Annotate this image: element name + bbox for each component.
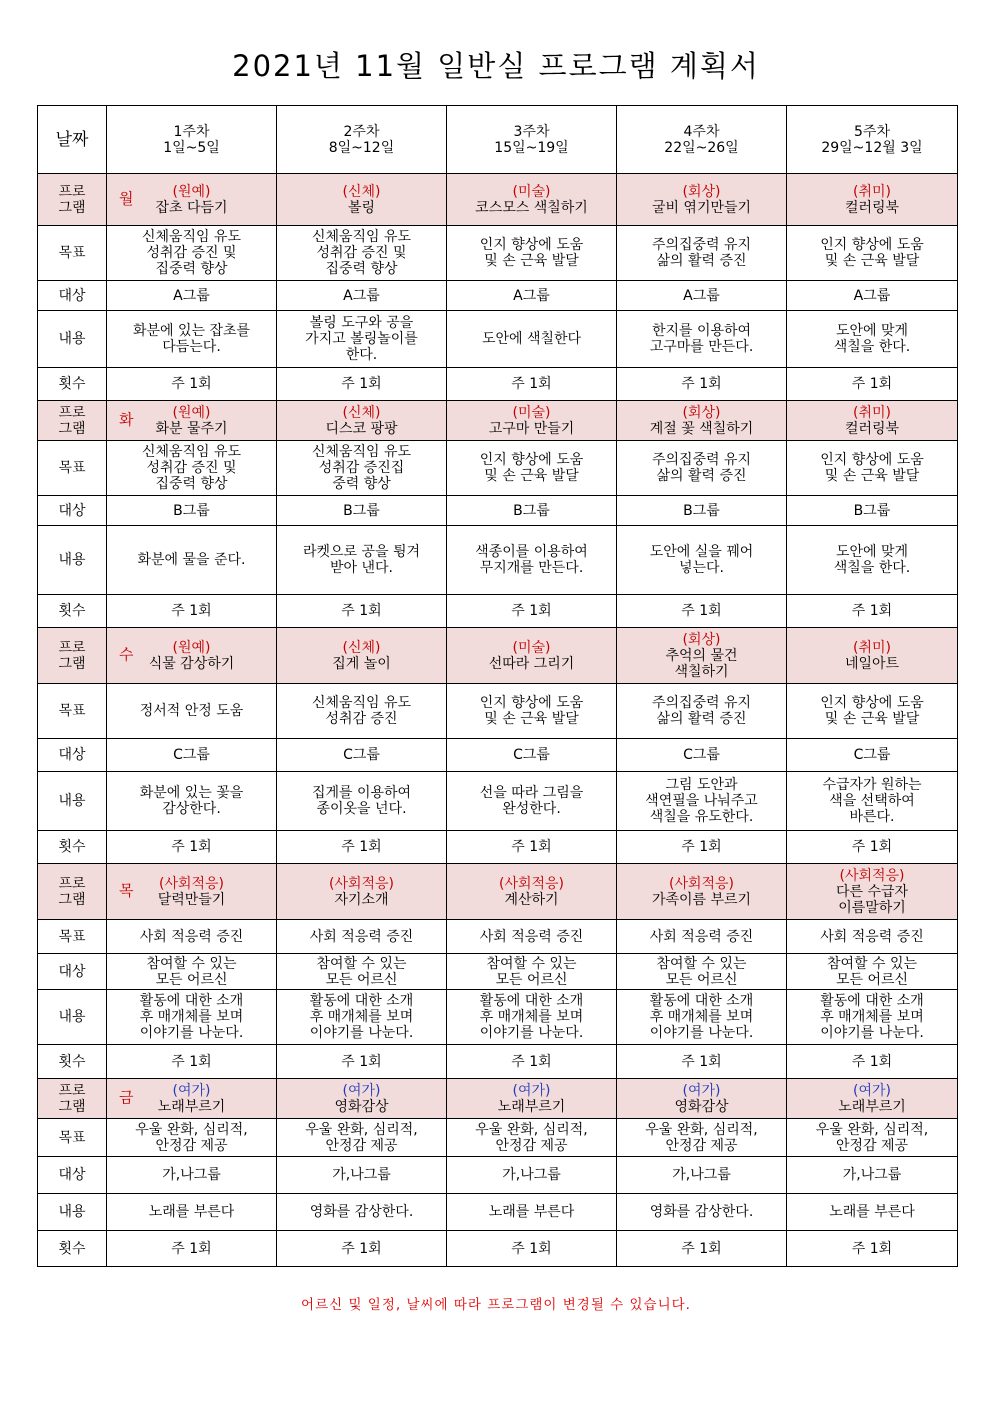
weekday-label: 화: [119, 410, 134, 429]
target-cell: B그룹: [447, 496, 617, 526]
week-header-cell: [447, 106, 617, 174]
goal-cell: 우울 완화, 심리적, 안정감 제공: [447, 1119, 617, 1157]
content-cell: 도안에 색칠한다: [447, 311, 617, 368]
content-cell: 활동에 대한 소개 후 매개체를 보며 이야기를 나눈다.: [107, 990, 277, 1045]
program-category: (사회적응): [498, 875, 565, 892]
program-plan-table: [37, 105, 958, 1267]
target-cell: A그룹: [787, 281, 958, 311]
count-cell: 주 1회: [617, 368, 787, 401]
program-name: 자기소개: [334, 891, 389, 908]
program-category: (원예): [172, 404, 211, 421]
program-category: (미술): [512, 639, 551, 656]
goal-label-cell: 목표: [38, 684, 107, 739]
program-category: (취미): [853, 183, 891, 200]
program-category: (여가): [342, 1082, 381, 1099]
target-label-cell: 대상: [38, 1157, 107, 1194]
target-label-cell: 대상: [38, 496, 107, 526]
target-cell: 가,나그룹: [787, 1157, 958, 1194]
content-cell: 볼링 도구와 공을 가지고 볼링놀이를 한다.: [277, 311, 447, 368]
target-row: [38, 281, 958, 311]
week-date-range: 22일~26일: [664, 139, 739, 156]
count-cell: 주 1회: [277, 368, 447, 401]
goal-cell: 인지 향상에 도움 및 손 근육 발달: [787, 226, 958, 281]
count-cell: 주 1회: [617, 595, 787, 628]
program-name: 노래부르기: [157, 1098, 226, 1115]
goal-cell: 우울 완화, 심리적, 안정감 제공: [617, 1119, 787, 1157]
program-name: 화분 물주기: [155, 420, 228, 437]
program-name: 디스코 팡팡: [325, 420, 398, 437]
program-category: (신체): [342, 404, 381, 421]
content-cell: 노래를 부른다: [787, 1194, 958, 1231]
program-cell: [277, 864, 447, 920]
program-cell: [277, 174, 447, 226]
count-cell: 주 1회: [107, 368, 277, 401]
content-label-cell: 내용: [38, 311, 107, 368]
program-row: [38, 1079, 958, 1119]
content-cell: 노래를 부른다: [447, 1194, 617, 1231]
target-cell: 가,나그룹: [447, 1157, 617, 1194]
target-cell: 참여할 수 있는 모든 어르신: [617, 954, 787, 990]
target-cell: B그룹: [107, 496, 277, 526]
count-cell: 주 1회: [787, 831, 958, 864]
program-cell: [787, 401, 958, 441]
goal-cell: 사회 적응력 증진: [617, 920, 787, 954]
goal-cell: 우울 완화, 심리적, 안정감 제공: [787, 1119, 958, 1157]
program-name: 노래부르기: [497, 1098, 566, 1115]
weekday-label: 금: [119, 1088, 134, 1107]
program-category: (사회적응): [328, 875, 395, 892]
count-cell: 주 1회: [447, 1045, 617, 1079]
target-cell: A그룹: [107, 281, 277, 311]
content-row: [38, 311, 958, 368]
goal-cell: 우울 완화, 심리적, 안정감 제공: [277, 1119, 447, 1157]
week-date-range: 15일~19일: [494, 139, 569, 156]
count-cell: 주 1회: [787, 368, 958, 401]
program-cell: [447, 174, 617, 226]
program-name: 식물 감상하기: [148, 655, 235, 672]
program-name: 코스모스 색칠하기: [475, 199, 588, 216]
goal-cell: 사회 적응력 증진: [447, 920, 617, 954]
week-label: 1주차: [173, 123, 210, 140]
content-cell: 그림 도안과 색연필을 나눠주고 색칠을 유도한다.: [617, 772, 787, 831]
weekday-label: 월: [119, 189, 134, 208]
count-row: [38, 1231, 958, 1267]
program-cell: [617, 1079, 787, 1119]
week-date-range: 1일~5일: [163, 139, 220, 156]
program-label-cell: 프로 그램: [38, 864, 107, 920]
count-cell: 주 1회: [617, 1231, 787, 1267]
count-cell: 주 1회: [107, 831, 277, 864]
week-label: 2주차: [343, 123, 380, 140]
content-cell: 영화를 감상한다.: [617, 1194, 787, 1231]
program-category: (사회적응): [668, 875, 735, 892]
goal-cell: 주의집중력 유지 삶의 활력 증진: [617, 684, 787, 739]
program-category: (신체): [342, 639, 381, 656]
schedule-change-notice: 어르신 및 일정, 날씨에 따라 프로그램이 변경될 수 있습니다.: [301, 1297, 691, 1313]
goal-row: [38, 920, 958, 954]
target-cell: 가,나그룹: [277, 1157, 447, 1194]
content-label-cell: 내용: [38, 526, 107, 595]
program-name: 다른 수급자 이름말하기: [835, 883, 909, 916]
count-cell: 주 1회: [787, 1045, 958, 1079]
target-cell: A그룹: [277, 281, 447, 311]
program-cell: [617, 628, 787, 684]
target-cell: A그룹: [447, 281, 617, 311]
target-cell: 참여할 수 있는 모든 어르신: [447, 954, 617, 990]
target-cell: C그룹: [447, 739, 617, 772]
program-category: (여가): [172, 1082, 211, 1099]
weekday-label: 수: [119, 645, 134, 664]
content-cell: 영화를 감상한다.: [277, 1194, 447, 1231]
target-label-cell: 대상: [38, 281, 107, 311]
program-cell: [447, 401, 617, 441]
week-date-range: 8일~12일: [328, 139, 395, 156]
program-category: (여가): [682, 1082, 721, 1099]
content-cell: 수급자가 원하는 색을 선택하여 바른다.: [787, 772, 958, 831]
program-cell: [787, 174, 958, 226]
program-category: (원예): [172, 639, 211, 656]
count-label-cell: 횟수: [38, 1045, 107, 1079]
week-header-cell: [787, 106, 958, 174]
count-cell: 주 1회: [447, 831, 617, 864]
goal-cell: 신체움직임 유도 성취감 증진 및 집중력 향상: [277, 226, 447, 281]
program-category: (여가): [512, 1082, 551, 1099]
content-cell: 라켓으로 공을 튕겨 받아 낸다.: [277, 526, 447, 595]
week-header-cell: [107, 106, 277, 174]
program-label-cell: 프로 그램: [38, 628, 107, 684]
goal-cell: 사회 적응력 증진: [787, 920, 958, 954]
program-cell: [277, 401, 447, 441]
program-cell: [787, 1079, 958, 1119]
program-cell: [617, 864, 787, 920]
week-header-cell: [277, 106, 447, 174]
target-cell: C그룹: [107, 739, 277, 772]
program-cell: [107, 174, 277, 226]
header-row: [38, 106, 958, 174]
program-category: (회상): [682, 631, 721, 648]
count-cell: 주 1회: [787, 1231, 958, 1267]
goal-cell: 신체움직임 유도 성취감 증진집 중력 향상: [277, 441, 447, 496]
program-category: (신체): [342, 183, 381, 200]
content-label-cell: 내용: [38, 990, 107, 1045]
count-cell: 주 1회: [617, 831, 787, 864]
program-cell: [447, 1079, 617, 1119]
goal-cell: 주의집중력 유지 삶의 활력 증진: [617, 441, 787, 496]
count-cell: 주 1회: [277, 1045, 447, 1079]
goal-cell: 인지 향상에 도움 및 손 근육 발달: [447, 684, 617, 739]
content-row: [38, 772, 958, 831]
program-name: 집게 놀이: [332, 655, 391, 672]
program-category: (취미): [853, 639, 891, 656]
content-cell: 노래를 부른다: [107, 1194, 277, 1231]
program-name: 추억의 물건 색칠하기: [665, 647, 738, 680]
content-cell: 활동에 대한 소개 후 매개체를 보며 이야기를 나눈다.: [277, 990, 447, 1045]
goal-cell: 사회 적응력 증진: [277, 920, 447, 954]
count-cell: 주 1회: [107, 1045, 277, 1079]
program-cell: [277, 628, 447, 684]
goal-cell: 인지 향상에 도움 및 손 근육 발달: [787, 684, 958, 739]
weekday-label: 목: [119, 881, 134, 900]
program-name: 노래부르기: [838, 1098, 906, 1115]
count-row: [38, 1045, 958, 1079]
goal-label-cell: 목표: [38, 920, 107, 954]
program-cell: [617, 174, 787, 226]
page-title: 2021년 11월 일반실 프로그램 계획서: [232, 49, 760, 83]
program-cell: [447, 628, 617, 684]
content-cell: 화분에 물을 준다.: [107, 526, 277, 595]
count-row: [38, 831, 958, 864]
week-label: 5주차: [854, 123, 890, 140]
goal-label-cell: 목표: [38, 1119, 107, 1157]
count-cell: 주 1회: [277, 595, 447, 628]
week-label: 3주차: [513, 123, 550, 140]
program-row: [38, 628, 958, 684]
program-cell: [787, 628, 958, 684]
program-cell: [107, 401, 277, 441]
goal-cell: 인지 향상에 도움 및 손 근육 발달: [447, 441, 617, 496]
target-cell: 가,나그룹: [617, 1157, 787, 1194]
target-row: [38, 1157, 958, 1194]
program-row: [38, 401, 958, 441]
program-label-cell: 프로 그램: [38, 174, 107, 226]
program-category: (미술): [512, 404, 551, 421]
target-row: [38, 739, 958, 772]
content-cell: 도안에 맞게 색칠을 한다.: [787, 311, 958, 368]
content-row: [38, 990, 958, 1045]
program-label-cell: 프로 그램: [38, 1079, 107, 1119]
target-cell: C그룹: [787, 739, 958, 772]
count-label-cell: 횟수: [38, 831, 107, 864]
content-row: [38, 1194, 958, 1231]
content-cell: 도안에 맞게 색칠을 한다.: [787, 526, 958, 595]
program-name: 달력만들기: [157, 891, 226, 908]
goal-cell: 인지 향상에 도움 및 손 근육 발달: [447, 226, 617, 281]
content-label-cell: 내용: [38, 772, 107, 831]
goal-cell: 우울 완화, 심리적, 안정감 제공: [107, 1119, 277, 1157]
goal-cell: 신체움직임 유도 성취감 증진 및 집중력 향상: [107, 226, 277, 281]
goal-cell: 신체움직임 유도 성취감 증진: [277, 684, 447, 739]
target-cell: B그룹: [277, 496, 447, 526]
content-cell: 활동에 대한 소개 후 매개체를 보며 이야기를 나눈다.: [617, 990, 787, 1045]
program-cell: [107, 864, 277, 920]
content-cell: 화분에 있는 꽃을 감상한다.: [107, 772, 277, 831]
count-cell: 주 1회: [447, 1231, 617, 1267]
program-name: 컬러링북: [844, 420, 900, 437]
goal-cell: 인지 향상에 도움 및 손 근육 발달: [787, 441, 958, 496]
program-row: [38, 174, 958, 226]
program-category: (여가): [853, 1082, 891, 1099]
count-cell: 주 1회: [447, 368, 617, 401]
program-name: 컬러링북: [844, 199, 900, 216]
week-date-range: 29일~12월 3일: [821, 139, 923, 156]
content-cell: 색종이를 이용하여 무지개를 만든다.: [447, 526, 617, 595]
count-cell: 주 1회: [617, 1045, 787, 1079]
target-cell: 참여할 수 있는 모든 어르신: [107, 954, 277, 990]
program-category: (미술): [512, 183, 551, 200]
goal-row: [38, 684, 958, 739]
program-name: 네일아트: [844, 655, 900, 672]
count-label-cell: 횟수: [38, 368, 107, 401]
program-name: 영화감상: [334, 1098, 389, 1115]
target-row: [38, 954, 958, 990]
count-cell: 주 1회: [277, 1231, 447, 1267]
content-cell: 집게를 이용하여 종이옷을 넌다.: [277, 772, 447, 831]
program-name: 굴비 엮기만들기: [651, 199, 752, 216]
goal-cell: 신체움직임 유도 성취감 증진 및 집중력 향상: [107, 441, 277, 496]
content-cell: 선을 따라 그림을 완성한다.: [447, 772, 617, 831]
program-name: 고구마 만들기: [488, 420, 575, 437]
target-cell: 참여할 수 있는 모든 어르신: [277, 954, 447, 990]
goal-label-cell: 목표: [38, 226, 107, 281]
target-row: [38, 496, 958, 526]
count-row: [38, 368, 958, 401]
program-category: (사회적응): [839, 867, 905, 884]
goal-row: [38, 441, 958, 496]
program-name: 볼링: [347, 199, 376, 216]
program-category: (회상): [682, 183, 721, 200]
program-category: (회상): [682, 404, 721, 421]
count-cell: 주 1회: [787, 595, 958, 628]
content-cell: 한지를 이용하여 고구마를 만든다.: [617, 311, 787, 368]
program-name: 계절 꽃 색칠하기: [649, 420, 754, 437]
program-name: 선따라 그리기: [488, 655, 575, 672]
program-name: 계산하기: [504, 891, 559, 908]
count-cell: 주 1회: [447, 595, 617, 628]
content-row: [38, 526, 958, 595]
target-cell: B그룹: [617, 496, 787, 526]
count-row: [38, 595, 958, 628]
program-category: (원예): [172, 183, 211, 200]
content-cell: 활동에 대한 소개 후 매개체를 보며 이야기를 나눈다.: [787, 990, 958, 1045]
goal-row: [38, 226, 958, 281]
target-cell: B그룹: [787, 496, 958, 526]
date-label-cell: 날짜: [38, 106, 107, 174]
goal-row: [38, 1119, 958, 1157]
target-cell: C그룹: [617, 739, 787, 772]
program-cell: [107, 628, 277, 684]
goal-cell: 정서적 안정 도움: [107, 684, 277, 739]
content-label-cell: 내용: [38, 1194, 107, 1231]
target-label-cell: 대상: [38, 739, 107, 772]
goal-cell: 사회 적응력 증진: [107, 920, 277, 954]
program-category: (취미): [853, 404, 891, 421]
goal-label-cell: 목표: [38, 441, 107, 496]
content-cell: 화분에 있는 잡초를 다듬는다.: [107, 311, 277, 368]
target-cell: 참여할 수 있는 모든 어르신: [787, 954, 958, 990]
week-header-cell: [617, 106, 787, 174]
program-label-cell: 프로 그램: [38, 401, 107, 441]
program-cell: [277, 1079, 447, 1119]
program-category: (사회적응): [158, 875, 225, 892]
target-cell: 가,나그룹: [107, 1157, 277, 1194]
content-cell: 활동에 대한 소개 후 매개체를 보며 이야기를 나눈다.: [447, 990, 617, 1045]
program-name: 가족이름 부르기: [651, 891, 752, 908]
program-cell: [787, 864, 958, 920]
goal-cell: 주의집중력 유지 삶의 활력 증진: [617, 226, 787, 281]
count-label-cell: 횟수: [38, 1231, 107, 1267]
content-cell: 도안에 실을 꿰어 넣는다.: [617, 526, 787, 595]
target-cell: A그룹: [617, 281, 787, 311]
program-cell: [107, 1079, 277, 1119]
program-name: 잡초 다듬기: [155, 199, 228, 216]
program-cell: [447, 864, 617, 920]
target-cell: C그룹: [277, 739, 447, 772]
week-label: 4주차: [683, 123, 720, 140]
target-label-cell: 대상: [38, 954, 107, 990]
program-cell: [617, 401, 787, 441]
program-row: [38, 864, 958, 920]
program-name: 영화감상: [674, 1098, 729, 1115]
count-cell: 주 1회: [107, 595, 277, 628]
count-cell: 주 1회: [277, 831, 447, 864]
count-label-cell: 횟수: [38, 595, 107, 628]
count-cell: 주 1회: [107, 1231, 277, 1267]
